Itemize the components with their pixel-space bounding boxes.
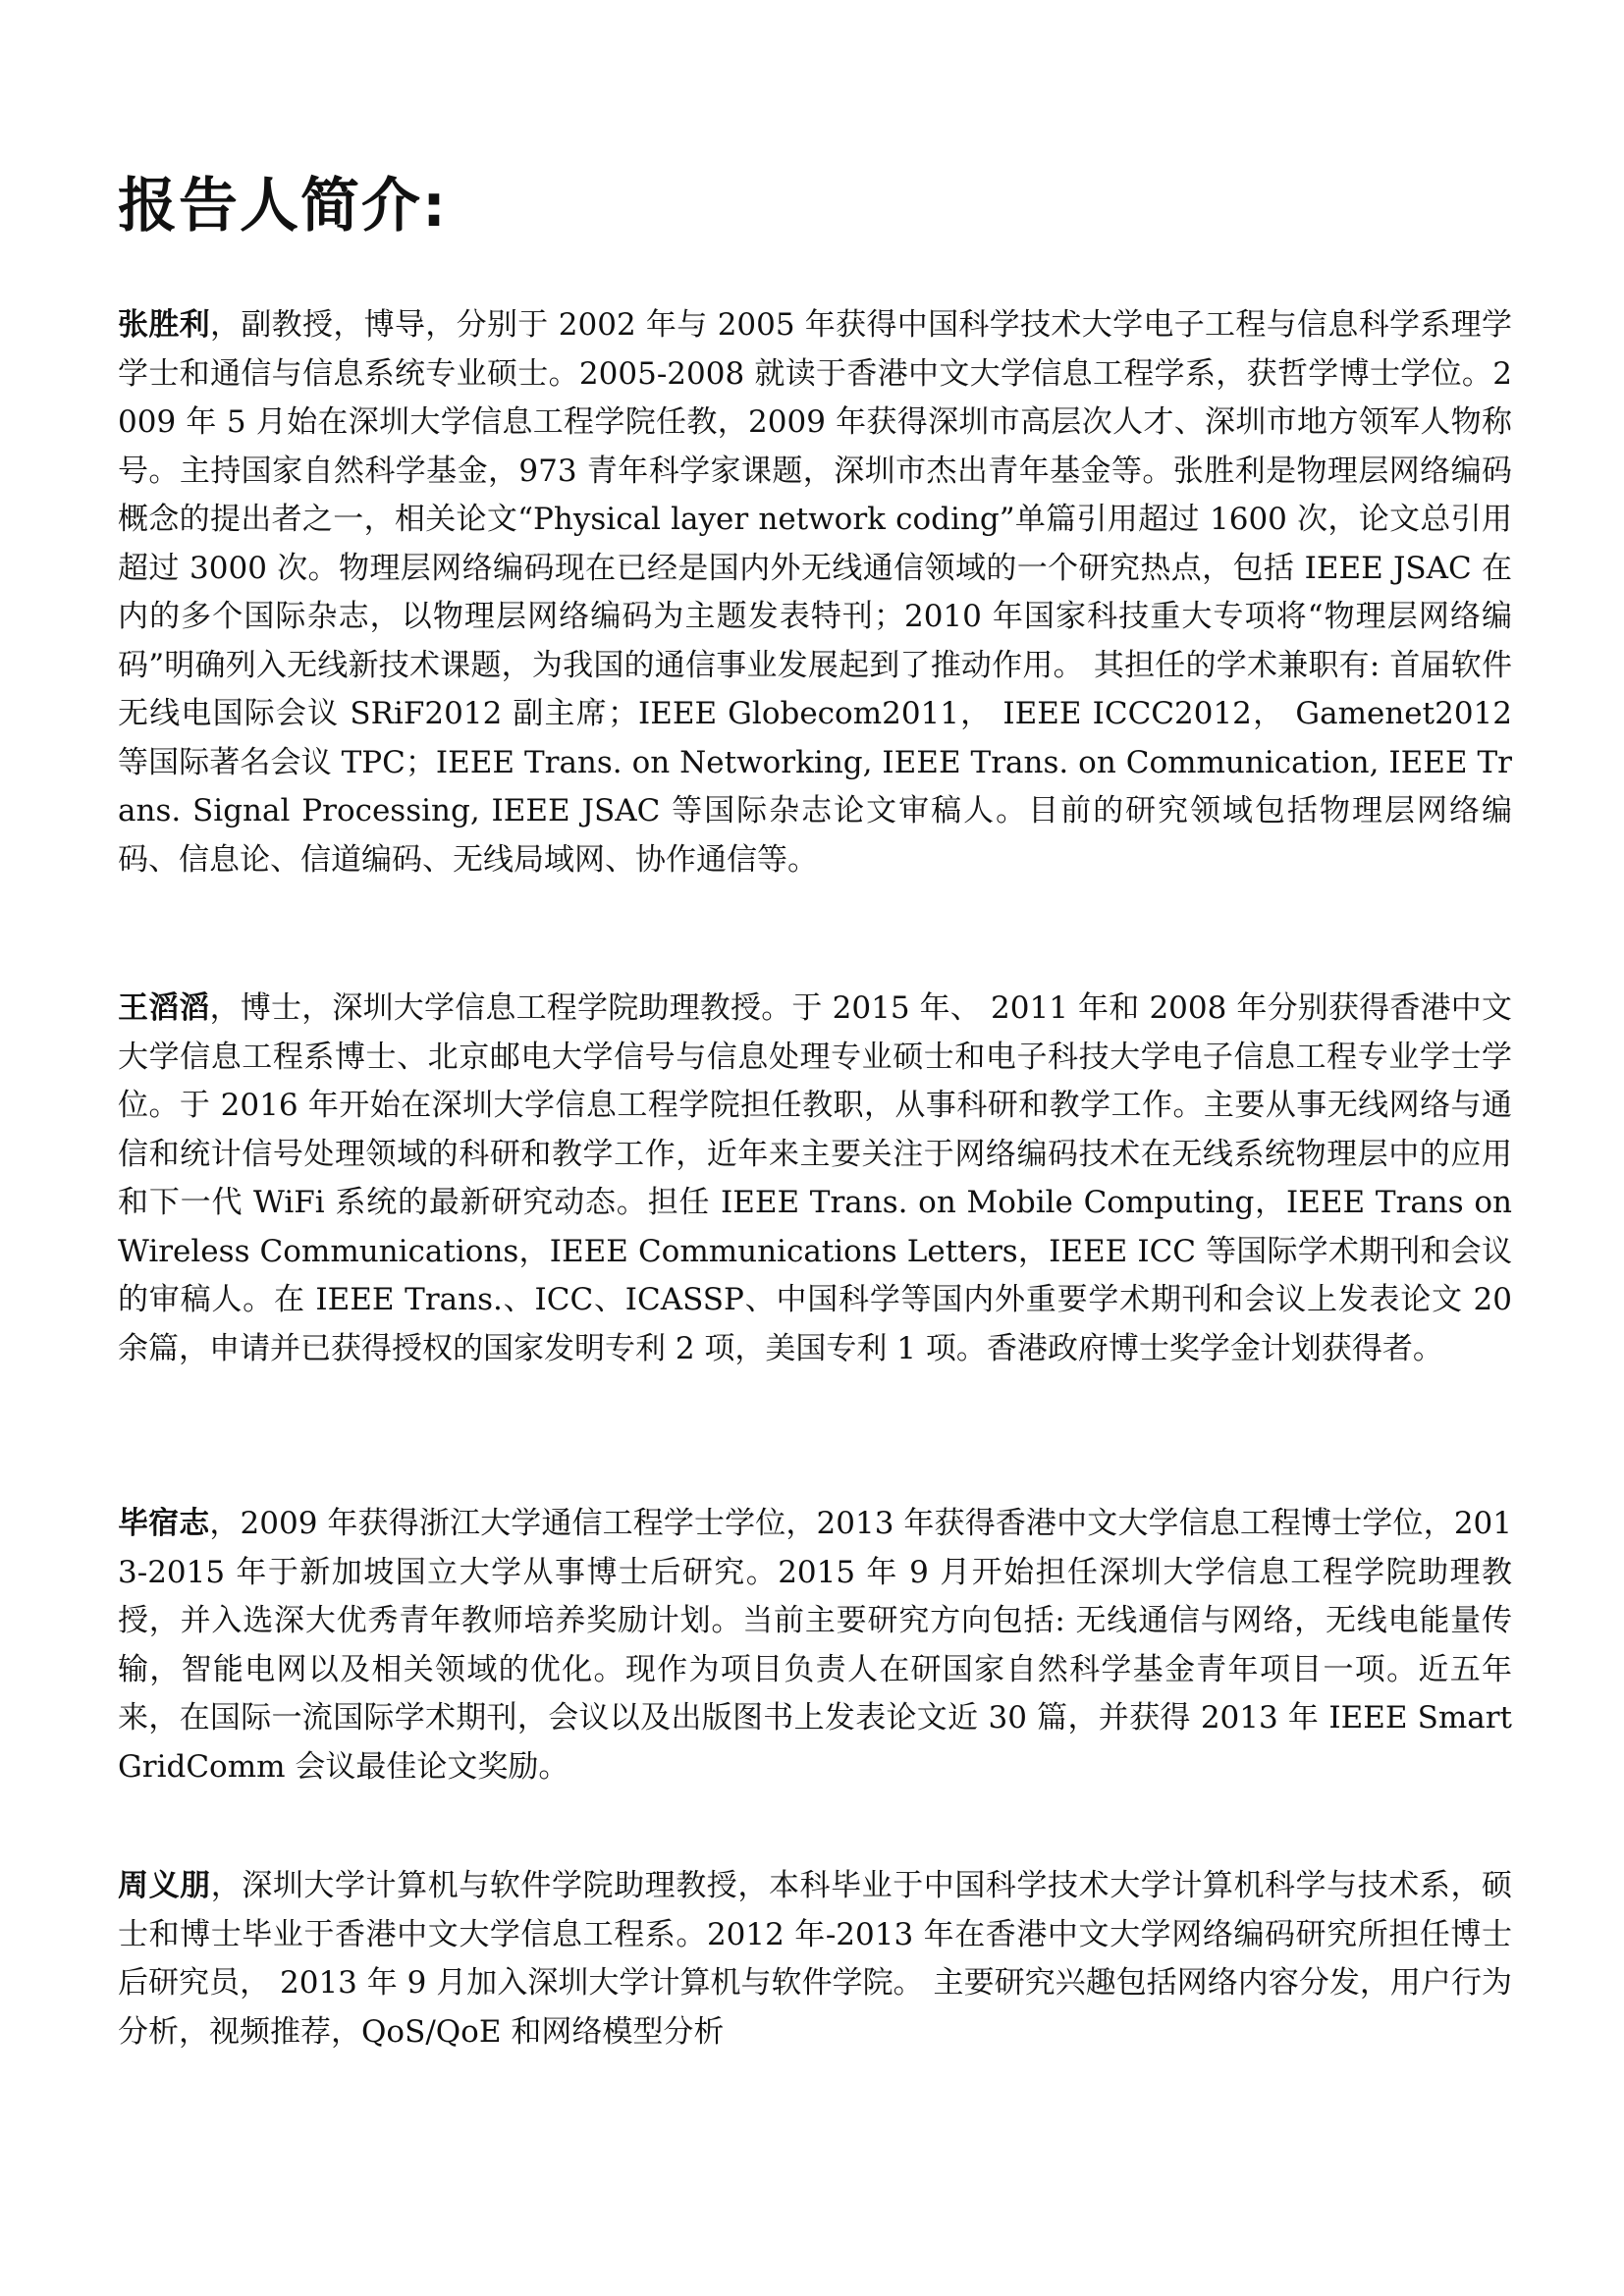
speaker-name: 张胜利 [118, 307, 210, 343]
speaker-name: 毕宿志 [118, 1506, 210, 1541]
speaker-bio-text: ，深圳大学计算机与软件学院助理教授，本科毕业于中国科学技术大学计算机科学与技术系，硕士和博士毕业于香港中文大学信息工程系。2012 年-2013 年在香港中文大学网络编码研究所担任博士后研究员， 2013 年 9 月加入深圳大学计算机与软件学院。 主要研究兴趣包括网络内容分发，用户行为分析，视频推荐，QoS/QoE 和网络模型分析 [118, 1868, 1513, 2050]
speaker-bio-text: ，博士，深圳大学信息工程学院助理教授。于 2015 年、 2011 年和 2008 年分别获得香港中文大学信息工程系博士、北京邮电大学信号与信息处理专业硕士和电子科技大学电子信息工程专业学士学位。于 2016 年开始在深圳大学信息工程学院担任教职，从事科研和教学工作。主要从事无线网络与通信和统计信号处理领域的科研和教学工作，近年来主要关注于网络编码技术在无线系统物理层中的应用和下一代 WiFi 系统的最新研究动态。担任 IEEE Trans. on Mobile Computing，IEEE Trans on Wireless Communications，IEEE Communications Letters，IEEE ICC 等国际学术期刊和会议的审稿人。在 IEEE Trans.、ICC、ICASSP、中国科学等国内外重要学术期刊和会议上发表论文 20 余篇，申请并已获得授权的国家发明专利 2 项，美国专利 1 项。香港政府博士奖学金计划获得者。 [118, 990, 1512, 1366]
speaker-name: 王滔滔 [118, 990, 210, 1026]
speaker-bio-text: ，2009 年获得浙江大学通信工程学士学位，2013 年获得香港中文大学信息工程博士学位，2013-2015 年于新加坡国立大学从事博士后研究。2015 年 9 月开始担任深圳大学信息工程学院助理教授，并入选深大优秀青年教师培养奖励计划。当前主要研究方向包括: 无线通信与网络，无线电能量传输，智能电网以及相关领域的优化。现作为项目负责人在研国家自然科学基金青年项目一项。近五年来，在国际一流国际学术期刊，会议以及出版图书上发表论文近 30 篇，并获得 2013 年 IEEE SmartGridComm 会议最佳论文奖励。 [118, 1506, 1512, 1785]
speaker-bio-zhang [118, 301, 1512, 884]
page-title: 报告人简介: [118, 172, 448, 240]
speaker-bio-wang [118, 985, 1512, 1373]
speaker-bio-bi [118, 1500, 1512, 1791]
speaker-bio-zhou [118, 1862, 1512, 2056]
speaker-bio-text: ，副教授，博导，分别于 2002 年与 2005 年获得中国科学技术大学电子工程与信息科学系理学学士和通信与信息系统专业硕士。2005-2008 就读于香港中文大学信息工程学系，获哲学博士学位。2009 年 5 月始在深圳大学信息工程学院任教，2009 年获得深圳市高层次人才、深圳市地方领军人物称号。主持国家自然科学基金，973 青年科学家课题，深圳市杰出青年基金等。张胜利是物理层网络编码概念的提出者之一，相关论文“Physical layer network coding”单篇引用超过 1600 次，论文总引用超过 3000 次。物理层网络编码现在已经是国内外无线通信领域的一个研究热点，包括 IEEE JSAC 在内的多个国际杂志，以物理层网络编码为主题发表特刊；2010 年国家科技重大专项将“物理层网络编码”明确列入无线新技术课题，为我国的通信事业发展起到了推动作用。 其担任的学术兼职有: 首届软件无线电国际会议 SRiF2012 副主席；IEEE Globecom2011， IEEE ICCC2012， Gamenet2012 等国际著名会议 TPC；IEEE Trans. on Networking, IEEE Trans. on Communication, IEEE Trans. Signal Processing, IEEE JSAC 等国际杂志论文审稿人。目前的研究领域包括物理层网络编码、信息论、信道编码、无线局域网、协作通信等。 [118, 307, 1513, 878]
speaker-name: 周义朋 [118, 1868, 211, 1903]
